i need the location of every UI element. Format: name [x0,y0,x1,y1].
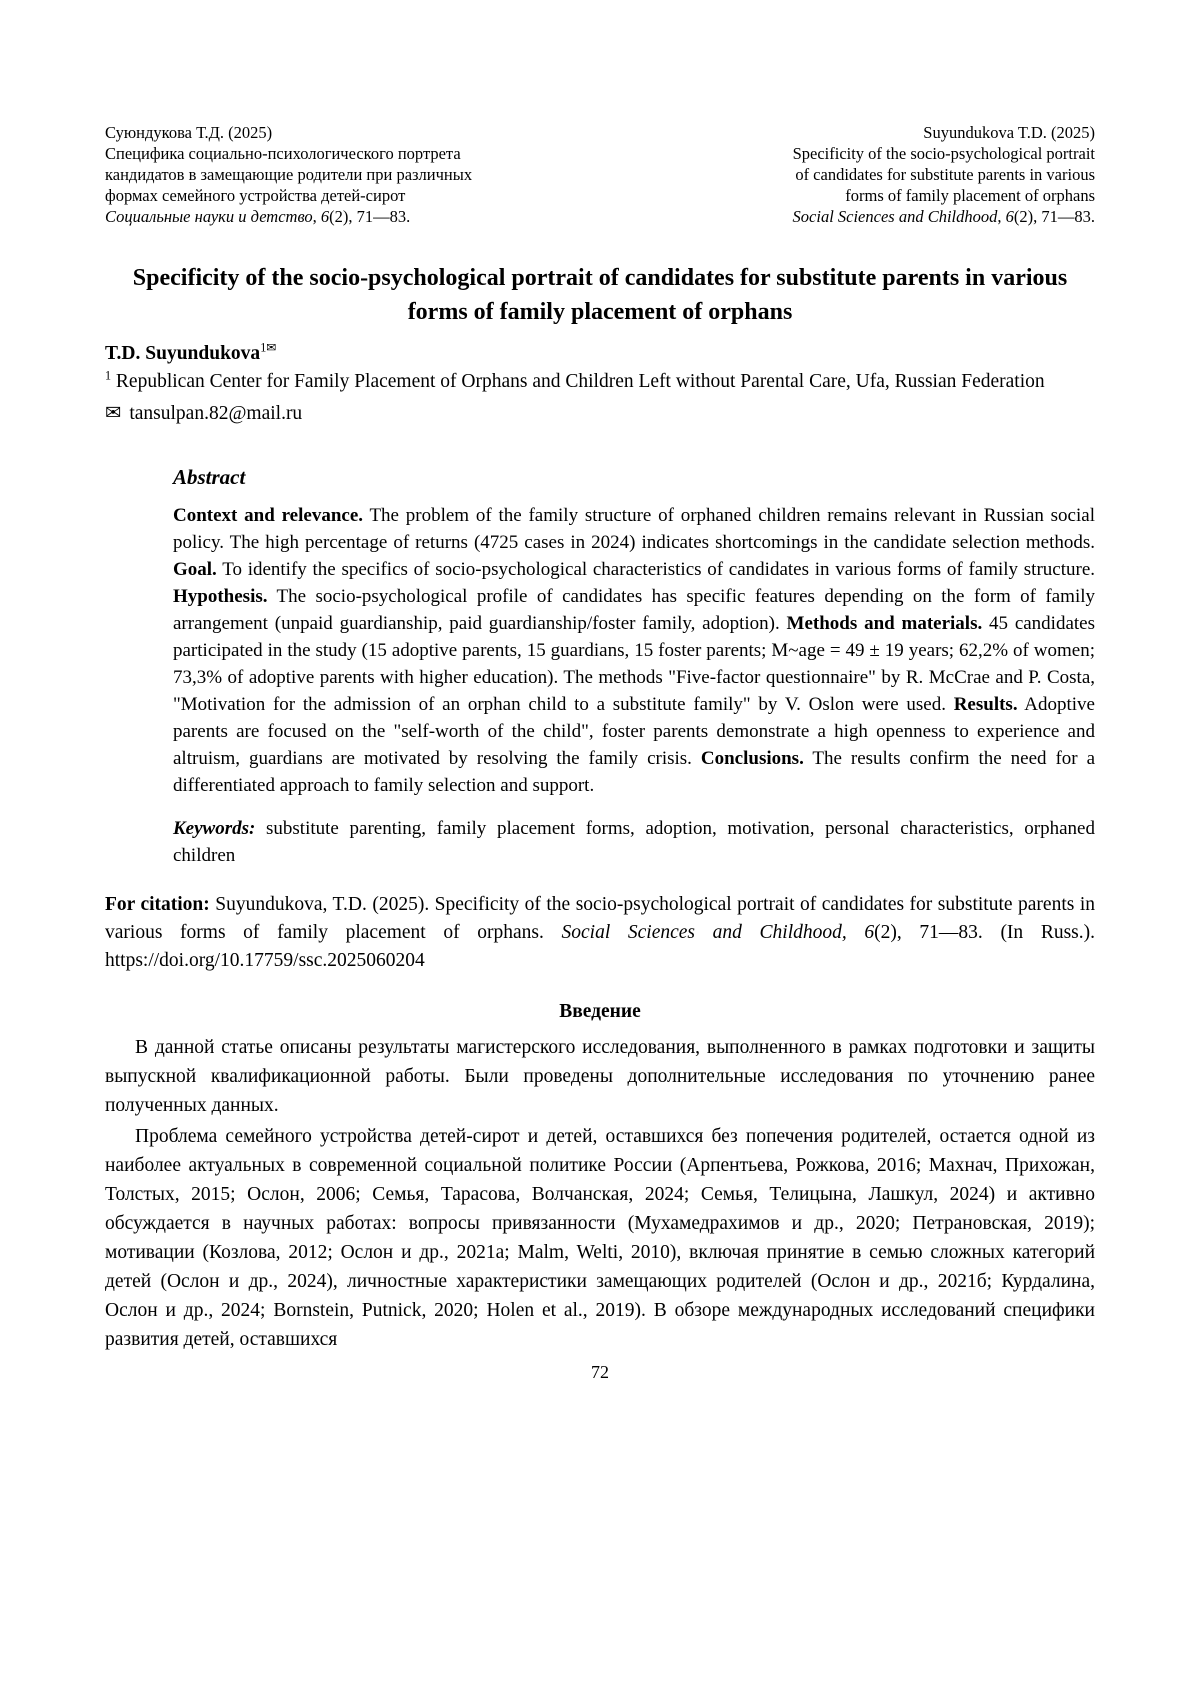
header-line-ru: кандидатов в замещающие родители при различных [105,165,473,184]
affiliation-line: $^1$ Republican Center for Family Placement of Orphans and Children Left without Parental Care, Ufa, Russian Federation [105,368,1045,392]
citation-header-russian [105,122,472,227]
header-line-ru: Суюндукова Т.Д. (2025) [105,123,273,142]
header-line-en: of candidates for substitute parents in various [795,165,1095,184]
envelope-icon: ✉ [105,403,122,424]
abstract-section [173,465,1095,869]
introduction-heading: Введение [559,1001,641,1022]
header-line-en: Specificity of the socio-psychological portrait [792,144,1095,163]
keywords-paragraph: Keywords: substitute parenting, family placement forms, adoption, motivation, personal characteristics, orphaned children [173,818,1095,866]
email-line [105,401,1095,427]
for-citation-paragraph: For citation: Suyundukova, T.D. (2025). Specificity of the socio-psychological portrait of candidates for substitute parents in various forms of family placement of orphans. Social Sciences and Childhood, 6(2), 71—83. (In Russ.). https://doi.org/10.17759/ssc.2025060204 [105,894,1096,971]
citation-header-english [793,122,1095,227]
header-line-en-journal: Social Sciences and Childhood, 6(2), 71—83. [792,207,1095,226]
author-line: T.D. Suyundukova$^{1✉}$ [105,340,277,364]
header-line-en: forms of family placement of orphans [845,186,1095,205]
header-line-en: Suyundukova T.D. (2025) [923,123,1095,142]
page-number: 72 [591,1362,609,1382]
abstract-paragraph: Context and relevance. The problem of the family structure of orphaned children remains relevant in Russian social policy. The high percentage of returns (4725 cases in 2024) indicates shortcomings in the candidate selection methods. Goal. To identify the specifics of socio-psychological characteristics of candidates in various forms of family structure. Hypothesis. The socio-psychological profile of candidates has specific features depending on the form of family arrangement (unpaid guardianship, paid guardianship/foster family, adoption). Methods and materials. 45 candidates participated in the study (15 adoptive parents, 15 guardians, 15 foster parents; M~age = 49 ± 19 years; 62,2% of women; 73,3% of adoptive parents with higher education). The methods "Five-factor questionnaire" by R. McCrae and P. Costa, "Motivation for the admission of an orphan child to a substitute family" by V. Oslon were used. Results. Adoptive parents are focused on the "self-worth of the child", foster parents demonstrate a high openness to experience and altruism, guardians are motivated by resolving the family crisis. Conclusions. The results confirm the need for a differentiated approach to family selection and support. [173,505,1095,796]
header-line-ru-journal: Социальные науки и детство, 6(2), 71—83. [105,207,411,226]
header-line-ru: Специфика социально-психологического портрета [105,144,461,163]
intro-paragraph-2: Проблема семейного устройства детей-сирот и детей, оставшихся без попечения родителей, остается одной из наиболее актуальных в современной социальной политике России (Арпентьева, Рожкова, 2016; Махнач, Прихожан, Толстых, 2015; Ослон, 2006; Семья, Тарасова, Волчанская, 2024; Семья, Телицына, Лашкул, 2024) и активно обсуждается в научных работах: вопросы привязанности (Мухамедрахимов и др., 2020; Петрановская, 2019); мотивации (Козлова, 2012; Ослон и др., 2021а; Malm, Welti, 2010), включая принятие в семью сложных категорий детей (Ослон и др., 2024), личностные характеристики замещающих родителей (Ослон и др., 2021б; Курдалина, Ослон и др., 2024; Bornstein, Putnick, 2020; Holen et al., 2019). В обзоре международных исследований специфики развития детей, оставшихся [105,1126,1095,1350]
email-text: tansulpan.82@mail.ru [129,403,303,424]
intro-paragraph-1: В данной статье описаны результаты магистерского исследования, выполненного в рамках подготовки и защиты выпускной квалификационной работы. Были проведены дополнительные исследования по уточнению ранее полученных данных. [105,1037,1095,1116]
header-line-ru: формах семейного устройства детей-сирот [105,186,406,205]
article-title: Specificity of the socio-psychological portrait of candidates for substitute parents in various forms of family placement of orphans [132,265,1068,325]
abstract-heading: Abstract [173,465,246,489]
citation-header [105,122,1095,227]
